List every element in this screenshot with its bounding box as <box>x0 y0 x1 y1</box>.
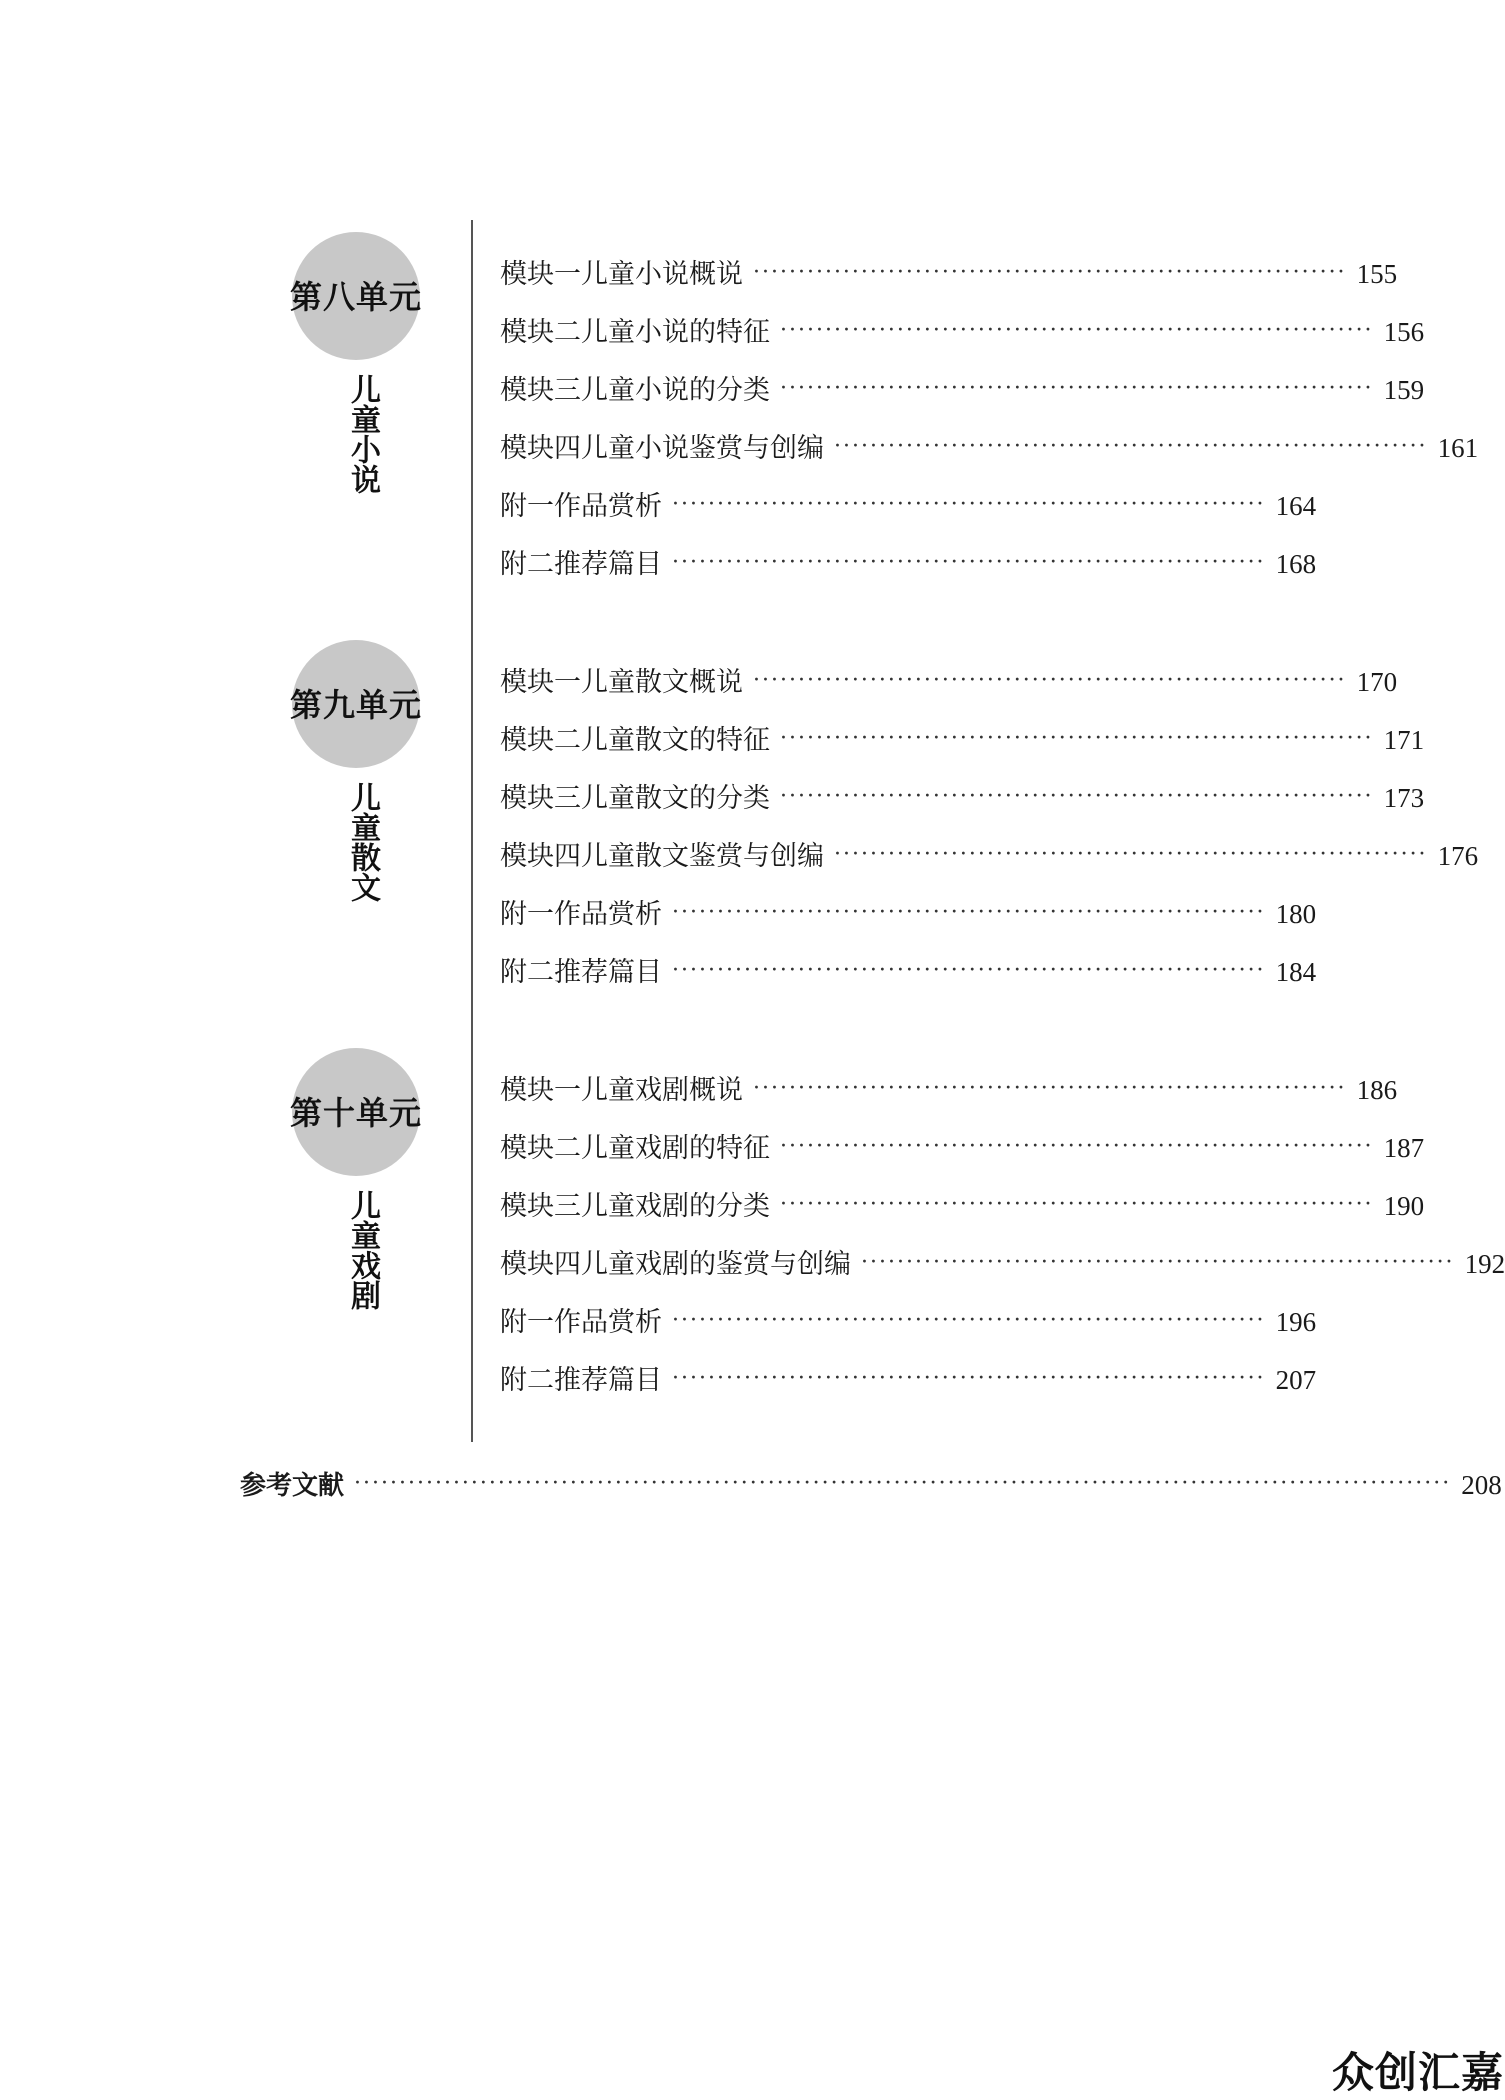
entry-label: 模块一 <box>500 667 581 698</box>
entry-title: 儿童戏剧的特征 <box>581 1133 770 1164</box>
entry-title: 推荐篇目 <box>554 1365 662 1396</box>
entry-title: 儿童戏剧概说 <box>581 1075 743 1106</box>
leader-dots: ·································································· <box>780 1134 1374 1159</box>
toc-entry[interactable] <box>500 1235 1505 1293</box>
toc-entry[interactable] <box>500 419 1479 477</box>
leader-dots: ·································································· <box>753 1076 1347 1101</box>
unit-title: 第八单元 <box>289 278 422 316</box>
unit-subject: 儿童小说 <box>345 374 380 494</box>
entry-page: 171 <box>1383 725 1425 755</box>
entry-page: 155 <box>1356 259 1398 289</box>
entry-title: 作品赏析 <box>554 491 662 522</box>
toc-entry[interactable] <box>500 1177 1425 1235</box>
toc-entry[interactable] <box>500 1061 1398 1119</box>
entry-page: 196 <box>1275 1307 1317 1337</box>
leader-dots: ·································································· <box>780 726 1374 751</box>
entry-page: 190 <box>1383 1191 1425 1221</box>
leader-dots: ·································································· <box>780 784 1374 809</box>
entry-page: 180 <box>1275 899 1317 929</box>
entry-label: 模块四 <box>500 1249 581 1280</box>
leader-dots: ·································································· <box>672 492 1266 517</box>
entry-page: 170 <box>1356 667 1398 697</box>
leader-dots: ·································································· <box>672 900 1266 925</box>
entry-label: 附一 <box>500 899 554 930</box>
toc-entry[interactable] <box>500 361 1425 419</box>
entry-page: 173 <box>1383 783 1425 813</box>
toc-entry[interactable] <box>500 711 1425 769</box>
toc-entry[interactable] <box>500 1351 1317 1409</box>
entry-title: 作品赏析 <box>554 899 662 930</box>
entry-title: 儿童戏剧的分类 <box>581 1191 770 1222</box>
references-label: 参考文献 <box>240 1471 345 1501</box>
toc-entry[interactable] <box>500 1119 1425 1177</box>
leader-dots: ·································································· <box>672 958 1266 983</box>
entry-label: 附一 <box>500 1307 554 1338</box>
entry-label: 附二 <box>500 549 554 580</box>
entry-title: 儿童戏剧的鉴赏与创编 <box>581 1249 851 1280</box>
entry-page: 161 <box>1437 433 1479 463</box>
entry-title: 儿童散文概说 <box>581 667 743 698</box>
entry-page: 176 <box>1437 841 1479 871</box>
toc-entry[interactable] <box>500 477 1317 535</box>
entry-label: 附二 <box>500 957 554 988</box>
toc-entry[interactable] <box>500 827 1479 885</box>
toc-entry[interactable] <box>500 769 1425 827</box>
unit-entries <box>500 1061 1505 1409</box>
leader-dots: ·································································· <box>861 1250 1455 1275</box>
toc-entry[interactable] <box>500 535 1317 593</box>
leader-dots: ·································································· <box>672 1366 1266 1391</box>
leader-dots: ·································································· <box>834 434 1428 459</box>
entry-title: 作品赏析 <box>554 1307 662 1338</box>
toc-divider-line <box>471 220 473 1442</box>
toc-entry[interactable] <box>500 245 1398 303</box>
references-page: 208 <box>1461 1470 1502 1500</box>
entry-page: 187 <box>1383 1133 1425 1163</box>
leader-dots: ·································································· <box>672 1308 1266 1333</box>
unit-badge <box>289 232 422 360</box>
entry-title: 儿童散文鉴赏与创编 <box>581 841 824 872</box>
toc-entry[interactable] <box>500 1293 1317 1351</box>
watermark: 众创汇嘉 <box>1331 2048 1504 2097</box>
leader-dots: ·································································· <box>753 260 1347 285</box>
leader-dots: ·································································· <box>753 668 1347 693</box>
entry-title: 推荐篇目 <box>554 549 662 580</box>
toc-entry[interactable] <box>500 303 1425 361</box>
entry-title: 儿童小说概说 <box>581 259 743 290</box>
entry-page: 186 <box>1356 1075 1398 1105</box>
leader-dots: ·································································· <box>834 842 1428 867</box>
unit-title: 第十单元 <box>289 1094 422 1132</box>
entry-page: 164 <box>1275 491 1317 521</box>
unit-entries <box>500 245 1479 593</box>
entry-title: 儿童小说鉴赏与创编 <box>581 433 824 464</box>
entry-label: 附二 <box>500 1365 554 1396</box>
entry-page: 192 <box>1464 1249 1505 1279</box>
entry-title: 推荐篇目 <box>554 957 662 988</box>
references-entry[interactable] <box>240 1462 1502 1508</box>
toc-entry[interactable] <box>500 653 1398 711</box>
entry-label: 模块二 <box>500 317 581 348</box>
entry-label: 模块四 <box>500 433 581 464</box>
leader-dots: ·························································································································· <box>354 1471 1452 1496</box>
entry-label: 模块二 <box>500 1133 581 1164</box>
leader-dots: ·································································· <box>672 550 1266 575</box>
entry-page: 207 <box>1275 1365 1317 1395</box>
toc-entry[interactable] <box>500 885 1317 943</box>
entry-label: 模块三 <box>500 1191 581 1222</box>
entry-title: 儿童散文的特征 <box>581 725 770 756</box>
entry-label: 模块三 <box>500 375 581 406</box>
entry-page: 159 <box>1383 375 1425 405</box>
unit-subject: 儿童散文 <box>345 782 380 902</box>
entry-label: 模块四 <box>500 841 581 872</box>
unit-entries <box>500 653 1479 1001</box>
unit-badge <box>289 1048 422 1176</box>
entry-label: 模块三 <box>500 783 581 814</box>
unit-subject: 儿童戏剧 <box>345 1190 380 1310</box>
leader-dots: ·································································· <box>780 376 1374 401</box>
entry-title: 儿童小说的分类 <box>581 375 770 406</box>
unit-badge <box>289 640 422 768</box>
entry-page: 168 <box>1275 549 1317 579</box>
toc-entry[interactable] <box>500 943 1317 1001</box>
entry-label: 模块二 <box>500 725 581 756</box>
leader-dots: ·································································· <box>780 318 1374 343</box>
entry-label: 模块一 <box>500 1075 581 1106</box>
entry-label: 模块一 <box>500 259 581 290</box>
entry-title: 儿童小说的特征 <box>581 317 770 348</box>
entry-label: 附一 <box>500 491 554 522</box>
entry-page: 184 <box>1275 957 1317 987</box>
unit-title: 第九单元 <box>289 686 422 724</box>
entry-page: 156 <box>1383 317 1425 347</box>
entry-title: 儿童散文的分类 <box>581 783 770 814</box>
leader-dots: ·································································· <box>780 1192 1374 1217</box>
